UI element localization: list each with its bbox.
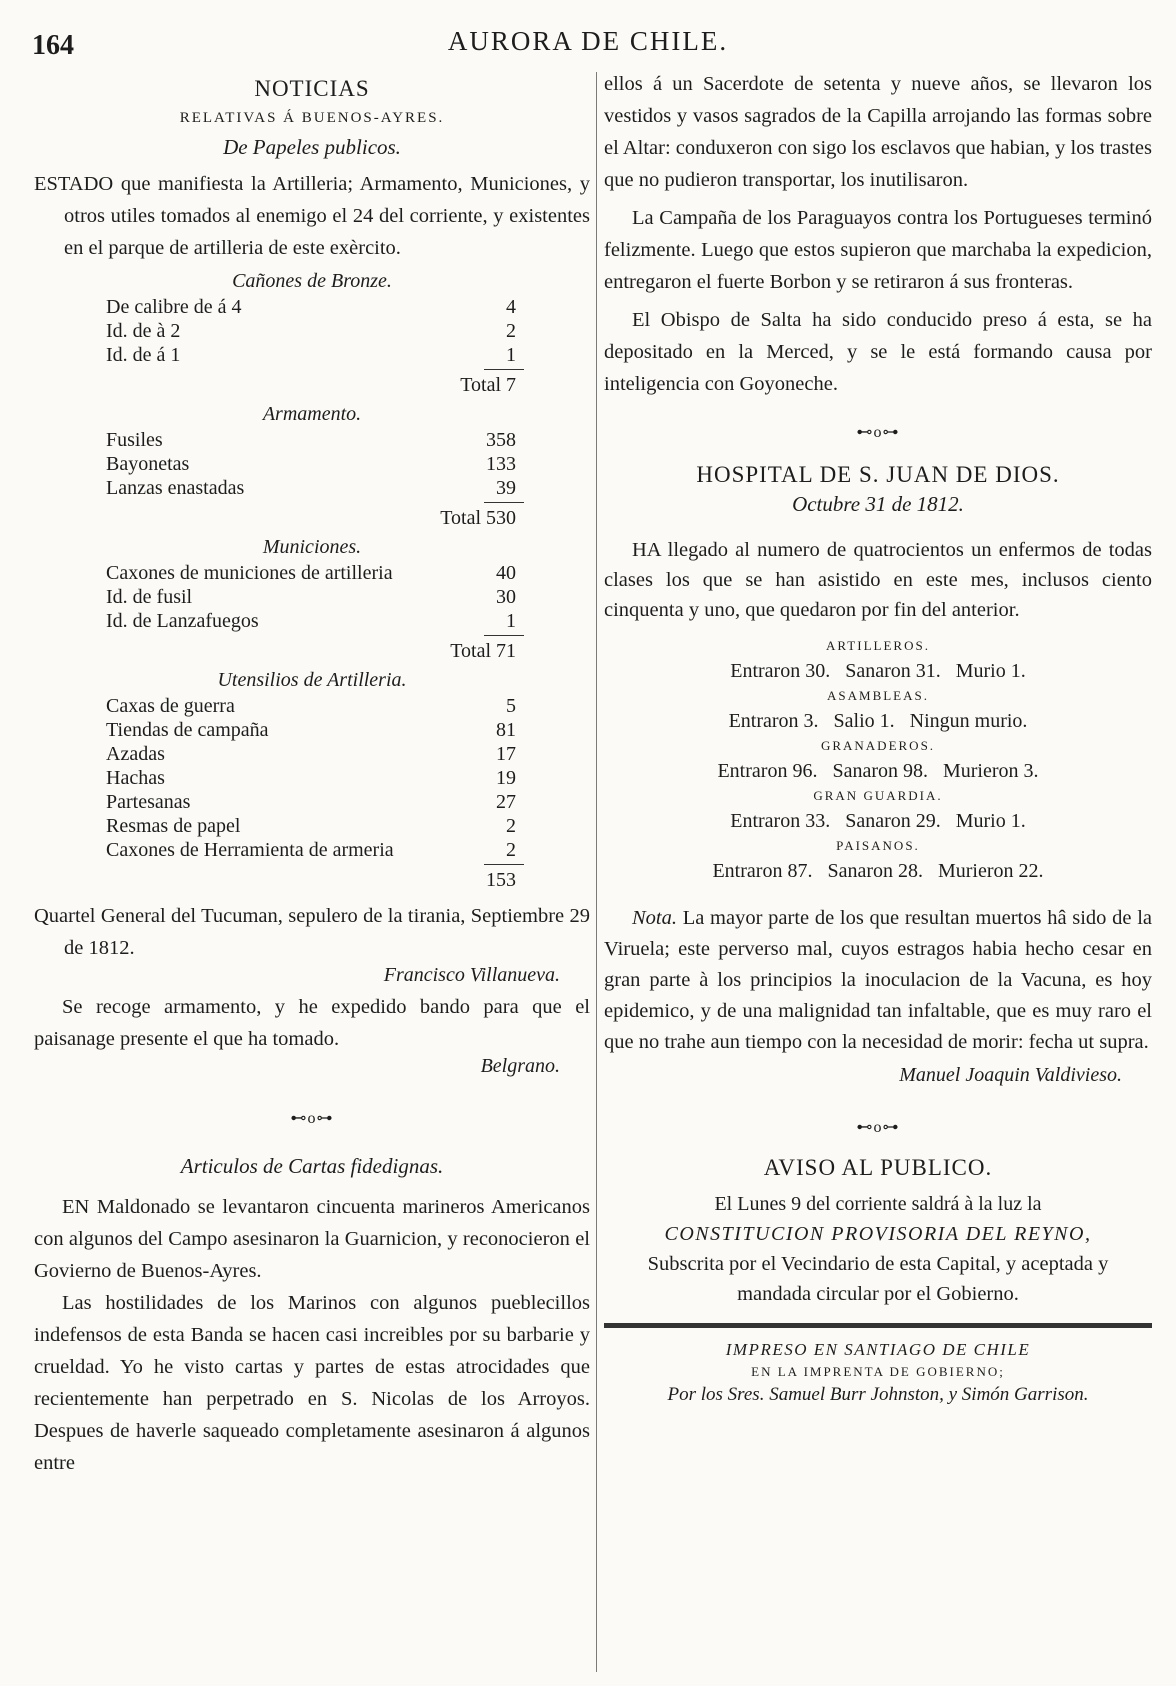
- group-heading: Armamento.: [262, 403, 362, 425]
- unit-stats: Entraron 30. Sanaron 31. Murio 1.: [730, 660, 1026, 682]
- aviso-line-2: CONSTITUCION PROVISORIA DEL REYNO,: [664, 1223, 1092, 1245]
- ornament: ⊷o⊶: [856, 1119, 900, 1136]
- total-rule: [484, 864, 524, 865]
- running-head: [0, 14, 1176, 61]
- imprint-line-2: EN LA IMPRENTA DE GOBIERNO;: [751, 1364, 1005, 1379]
- nota-paragraph: [604, 903, 1152, 1058]
- group-heading: Utensilios de Artilleria.: [217, 669, 407, 691]
- maldonado-paragraph: EN Maldonado se levantaron cincuenta marineros Americanos con algunos del Campo asesinaron la Guarnicion, y reconocieron el Govierno de Buenos-Ayres.: [34, 1196, 590, 1282]
- unit-name: ASAMBLEAS.: [827, 688, 929, 703]
- obispo-paragraph: El Obispo de Salta ha sido conducido preso á esta, se ha depositado en la Merced, y se le está formando causa por inteligencia con Goyoneche.: [604, 309, 1152, 395]
- unit-name: ARTILLEROS.: [826, 638, 930, 653]
- table-row: Caxones de Herramienta de armeria 2: [106, 839, 516, 861]
- column-divider: [596, 72, 597, 1672]
- table-row: Id. de fusil 30: [106, 586, 516, 608]
- page-number: 164: [32, 30, 74, 61]
- table-row: Hachas 19: [106, 767, 516, 789]
- table-row: Fusiles 358: [106, 429, 516, 451]
- inventory-table: [106, 428, 516, 500]
- aviso-line-1: El Lunes 9 del corriente saldrá à la luz la: [714, 1193, 1042, 1215]
- signature-belgrano: Belgrano.: [480, 1055, 560, 1077]
- imprint-rule: [604, 1323, 1152, 1328]
- signature-villanueva: Francisco Villanueva.: [383, 964, 560, 986]
- masthead: AURORA DE CHILE.: [447, 26, 729, 56]
- group-heading: Municiones.: [262, 536, 362, 558]
- signature-valdivieso: Manuel Joaquin Valdivieso.: [899, 1064, 1122, 1086]
- inventory-table: [106, 561, 516, 633]
- total-rule: [484, 635, 524, 636]
- unit-stats: Entraron 3. Salio 1. Ningun murio.: [728, 710, 1028, 732]
- unit-stats: Entraron 33. Sanaron 29. Murio 1.: [730, 810, 1026, 832]
- hospital-date: Octubre 31 de 1812.: [792, 492, 964, 516]
- table-row: Lanzas enastadas 39: [106, 477, 516, 499]
- noticias-title: NOTICIAS: [254, 76, 370, 101]
- unit-name: GRANADEROS.: [820, 738, 936, 753]
- table-row: Id. de Lanzafuegos 1: [106, 610, 516, 632]
- group-total: Total 7: [460, 374, 516, 396]
- ornament: ⊷o⊶: [856, 424, 900, 441]
- table-row: Caxas de guerra 5: [106, 695, 516, 717]
- right-column: [604, 68, 1152, 1406]
- imprint-line-1: IMPRESO EN SANTIAGO DE CHILE: [725, 1340, 1031, 1359]
- noticias-source: De Papeles publicos.: [223, 135, 401, 159]
- hospital-title: HOSPITAL DE S. JUAN DE DIOS.: [696, 462, 1060, 487]
- unit-stats: Entraron 96. Sanaron 98. Murieron 3.: [717, 760, 1039, 782]
- table-row: Azadas 17: [106, 743, 516, 765]
- noticias-subtitle: RELATIVAS Á BUENOS-AYRES.: [179, 110, 445, 126]
- quartel-paragraph: Quartel General del Tucuman, sepulero de la tirania, Septiembre 29 de 1812.: [34, 905, 590, 959]
- total-rule: [484, 369, 524, 370]
- hostilidades-paragraph: Las hostilidades de los Marinos con algunos pueblecillos indefensos de esta Banda se hacen casi increibles por su barbarie y crueldad. Yo he visto cartas y partes de estas atrocidades que recientemente han perpetrado en S. Nicolas de los Arroyos. Despues de haverle saqueado completamente asesinaron á algunos entre: [34, 1292, 590, 1474]
- table-row: Partesanas 27: [106, 791, 516, 813]
- paraguay-paragraph: La Campaña de los Paraguayos contra los Portugueses terminó felizmente. Luego que estos supieron que marchaba la expedicion, entregaron el fuerte Borbon y se retiraron á sus fronteras.: [604, 207, 1152, 293]
- aviso-line-3: Subscrita por el Vecindario de esta Capital, y aceptada y mandada circular por el Gobierno.: [647, 1253, 1109, 1305]
- table-row: Bayonetas 133: [106, 453, 516, 475]
- group-total: 153: [486, 869, 516, 891]
- table-row: De calibre de á 4 4: [106, 296, 516, 318]
- ornament: ⊷o⊶: [290, 1110, 334, 1127]
- continued-paragraph: ellos á un Sacerdote de setenta y nueve años, se llevaron los vestidos y vasos sagrados de la Capilla arrojando las formas sobre el Altar: conduxeron con sigo los esclavos que habian, y los trastes que no pudieron transportar, los inutilisaron.: [604, 73, 1152, 191]
- group-total: Total 71: [450, 640, 516, 662]
- hospital-units: [604, 635, 1152, 885]
- nota-label: Nota.: [632, 907, 677, 929]
- table-row: Tiendas de campaña 81: [106, 719, 516, 741]
- total-rule: [484, 502, 524, 503]
- inventory-table: [106, 295, 516, 367]
- table-row: Id. de à 2 2: [106, 320, 516, 342]
- unit-name: PAISANOS.: [836, 838, 920, 853]
- table-row: Caxones de municiones de artilleria 40: [106, 562, 516, 584]
- aviso-title: AVISO AL PUBLICO.: [763, 1155, 993, 1180]
- nota-text: La mayor parte de los que resultan muertos hâ sido de la Viruela; este perverso mal, cuyos estragos habia hecho cesar en gran parte à los principios la inoculacion de la Vacuna, es hoy epidemico, y de una malignidad tan infaltable, que es muy raro el que no trahe aun tiempo con la necesidad de morir: fecha ut supra.: [604, 907, 1153, 1053]
- group-heading: Cañones de Bronze.: [232, 270, 392, 292]
- cartas-title: Articulos de Cartas fidedignas.: [180, 1154, 444, 1178]
- unit-name: GRAN GUARDIA.: [813, 788, 943, 803]
- hospital-intro: HA llegado al numero de quatrocientos un enfermos de todas clases los que se han asistido en este mes, inclusos ciento cinquenta y uno, que quedaron por fin del anterior.: [604, 539, 1152, 621]
- group-total: Total 530: [440, 507, 516, 529]
- estado-paragraph: ESTADO que manifiesta la Artilleria; Armamento, Municiones, y otros utiles tomados al enemigo el 24 del corriente, y existentes en el parque de artilleria de este exèrcito.: [34, 173, 590, 259]
- imprint-line-3: Por los Sres. Samuel Burr Johnston, y Simón Garrison.: [667, 1384, 1089, 1405]
- table-row: Resmas de papel 2: [106, 815, 516, 837]
- table-row: Id. de á 1 1: [106, 344, 516, 366]
- recoge-paragraph: Se recoge armamento, y he expedido bando para que el paisanage presente el que ha tomado.: [34, 996, 590, 1050]
- inventory-table: [106, 694, 516, 862]
- unit-stats: Entraron 87. Sanaron 28. Murieron 22.: [712, 860, 1044, 882]
- left-column: [34, 68, 590, 1479]
